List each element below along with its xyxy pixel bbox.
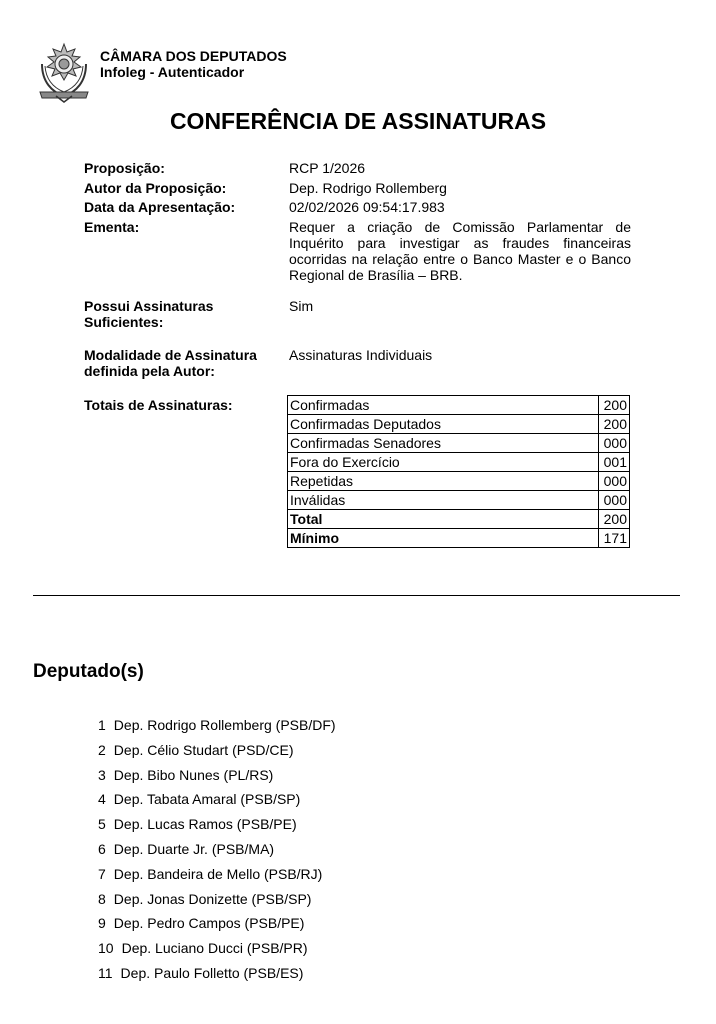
totals-value: 200	[599, 415, 630, 434]
field-value: Dep. Rodrigo Rollemberg	[289, 180, 447, 196]
deputy-number: 11	[98, 964, 113, 981]
deputy-name: Dep. Pedro Campos (PSB/PE)	[113, 915, 305, 932]
totals-label: Fora do Exercício	[288, 453, 599, 472]
field-value: 02/02/2026 09:54:17.983	[289, 199, 445, 215]
totals-value: 171	[599, 529, 630, 548]
list-item	[98, 713, 336, 738]
deputy-number: 9	[98, 915, 106, 932]
deputies-list	[98, 713, 336, 986]
field-label: Ementa:	[84, 219, 140, 235]
totals-label: Mínimo	[288, 529, 599, 548]
totals-label: Total	[288, 510, 599, 529]
totals-value: 000	[599, 491, 630, 510]
totals-value: 001	[599, 453, 630, 472]
page-title: CONFERÊNCIA DE ASSINATURAS	[169, 108, 547, 134]
deputy-number: 7	[98, 865, 106, 882]
field-label: Totais de Assinaturas:	[84, 397, 233, 413]
section-title: Deputado(s)	[33, 661, 144, 682]
list-item	[98, 936, 336, 961]
totals-label: Confirmadas Deputados	[288, 415, 599, 434]
deputy-name: Dep. Jonas Donizette (PSB/SP)	[113, 890, 312, 907]
deputy-number: 6	[98, 840, 106, 857]
deputy-name: Dep. Célio Studart (PSD/CE)	[113, 741, 294, 758]
field-label: Modalidade de Assinatura definida pela Autor:	[84, 347, 257, 379]
list-item	[98, 911, 336, 936]
list-item	[98, 837, 336, 862]
field-value: Sim	[289, 298, 314, 314]
totals-label: Repetidas	[288, 472, 599, 491]
deputy-name: Dep. Luciano Ducci (PSB/PR)	[121, 940, 308, 957]
list-item	[98, 862, 336, 887]
totals-label: Confirmadas Senadores	[288, 434, 599, 453]
field-label: Proposição:	[84, 160, 165, 176]
deputy-name: Dep. Paulo Folletto (PSB/ES)	[120, 964, 304, 981]
field-label: Possui Assinaturas Suficientes:	[84, 298, 214, 330]
deputy-name: Dep. Tabata Amaral (PSB/SP)	[113, 791, 301, 808]
list-item	[98, 787, 336, 812]
table-row	[288, 434, 630, 453]
field-value: Requer a criação de Comissão Parlamentar de Inquérito para investigar as fraudes financeiras ocorridas na relação entre o Banco Master e o Banco Regional de Brasília – BRB.	[289, 219, 631, 283]
totals-label: Inválidas	[288, 491, 599, 510]
table-row	[288, 510, 630, 529]
deputy-number: 4	[98, 791, 106, 808]
field-label: Autor da Proposição:	[84, 180, 227, 196]
system-name: Infoleg - Autenticador	[100, 64, 245, 80]
list-item	[98, 812, 336, 837]
field-value: RCP 1/2026	[289, 160, 366, 176]
table-row	[288, 396, 630, 415]
deputy-name: Dep. Bibo Nunes (PL/RS)	[113, 766, 274, 783]
list-item	[98, 887, 336, 912]
field-label: Data da Apresentação:	[84, 199, 236, 215]
deputy-number: 3	[98, 766, 106, 783]
list-item	[98, 961, 336, 986]
header-text	[100, 48, 287, 80]
table-row	[288, 453, 630, 472]
list-item	[98, 738, 336, 763]
deputy-number: 5	[98, 816, 106, 833]
deputy-name: Dep. Rodrigo Rollemberg (PSB/DF)	[113, 717, 336, 733]
deputy-number: 10	[98, 940, 114, 957]
brazil-coat-of-arms-icon	[36, 42, 92, 104]
totals-value: 000	[599, 472, 630, 491]
table-row	[288, 491, 630, 510]
deputy-name: Dep. Duarte Jr. (PSB/MA)	[113, 840, 275, 857]
deputy-name: Dep. Lucas Ramos (PSB/PE)	[113, 816, 297, 833]
list-item	[98, 763, 336, 788]
totals-table	[287, 395, 630, 548]
table-row	[288, 472, 630, 491]
totals-label: Confirmadas	[288, 396, 599, 415]
section-divider	[33, 595, 680, 596]
totals-value: 200	[599, 396, 630, 415]
deputy-number: 1	[98, 717, 106, 733]
deputy-number: 2	[98, 741, 106, 758]
totals-value: 000	[599, 434, 630, 453]
totals-value: 200	[599, 510, 630, 529]
institution-name: CÂMARA DOS DEPUTADOS	[100, 48, 287, 64]
deputy-name: Dep. Bandeira de Mello (PSB/RJ)	[113, 865, 323, 882]
deputy-number: 8	[98, 890, 106, 907]
field-value: Assinaturas Individuais	[289, 347, 433, 363]
table-row	[288, 415, 630, 434]
table-row	[288, 529, 630, 548]
